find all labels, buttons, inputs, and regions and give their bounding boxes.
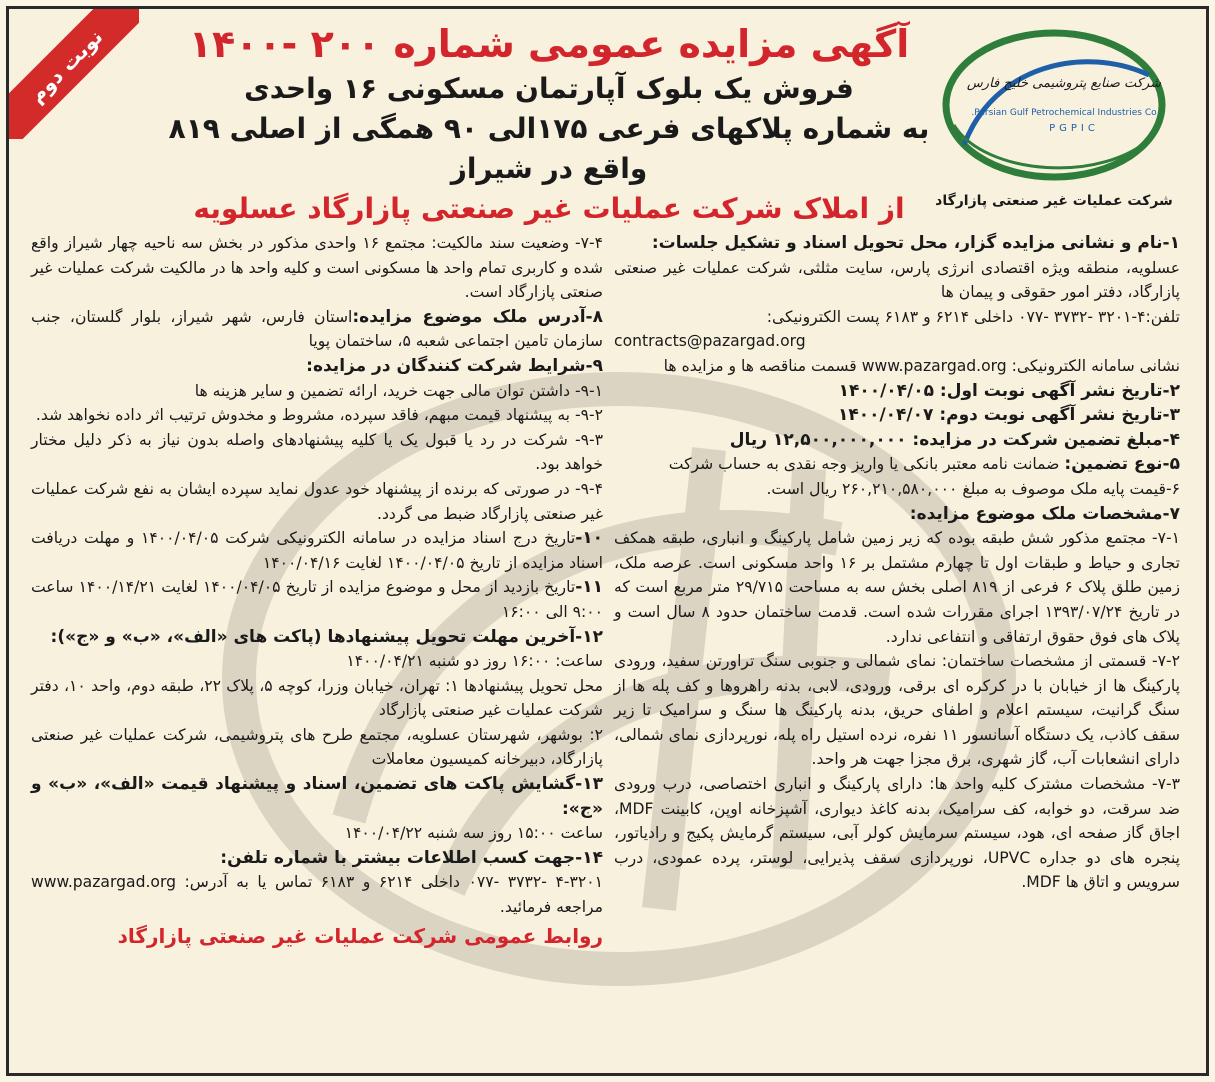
logo-abbr: PGPIC — [1049, 123, 1099, 134]
section-13-title: ۱۳-گشایش پاکت های تضمین، اسناد و پیشنهاد قیمت «الف»، «ب» و «ج»: — [31, 774, 603, 819]
section-8 — [31, 305, 603, 354]
section-9-2: ۹-۲- به پیشنهاد قیمت مبهم، فاقد سپرده، مشروط و مخدوش ترتیب اثر داده نخواهد شد. — [35, 406, 603, 425]
logo-name-en: Persian Gulf Petrochemical Industries Co. — [971, 108, 1157, 118]
public-relations-signature: روابط عمومی شرکت عملیات غیر صنعتی پازارگاد — [117, 923, 603, 948]
second-publication-ribbon — [9, 9, 139, 139]
section-8-title: ۸-آدرس ملک موضوع مزایده: — [352, 306, 604, 327]
section-1-email — [614, 329, 1180, 354]
section-14-title: ۱۴-جهت کسب اطلاعات بیشتر با شماره تلفن: — [220, 847, 603, 868]
notice-plots: به شماره پلاکهای فرعی ۱۷۵الی ۹۰ همگی از اصلی ۸۱۹ واقع در شیراز — [168, 112, 930, 185]
section-8-text: استان فارس، شهر شیراز، بلوار گلستان، جنب سازمان تامین اجتماعی شعبه ۵، ساختمان پویا — [31, 307, 603, 351]
section-12-title: ۱۲-آخرین مهلت تحویل پیشنهادها (پاکت های «الف»، «ب» و «ج»): — [50, 626, 603, 647]
section-7-1: ۷-۱- مجتمع مذکور شش طبقه بوده که زیر زمین شامل پارکینگ و انباری، طبقه همکف تجاری و حیاط و طبقات اول تا چهارم مشتمل بر ۱۶ واحد مسکونی است. عرصه ملک، زمین طلق پلاک ۶ فرعی از ۸۱۹ اصلی بخش سه به مساحت ۲۹/۷۱۵ متر مربع است که در تاریخ ۱۳۹۳/۰۷/۲۴ اجرای مقررات شده است. قدمت ساختمان حدود ۸ سال است و پلاک های فوق حقوق ارتفاقی و انتفاعی ندارد. — [614, 529, 1181, 646]
section-10-text: تاریخ درج اسناد مزایده در سامانه الکترونیکی شرکت ۱۴۰۰/۰۴/۰۵ و مهلت دریافت اسناد مزایده از تاریخ ۱۴۰۰/۰۴/۰۵ لغایت ۱۴۰۰/۰۴/۱۶ — [31, 529, 603, 572]
company-logo — [924, 25, 1184, 225]
section-9-4: ۹-۴- در صورتی که برنده از پیشنهاد خود عدول نماید سپرده ایشان به نفع شرکت عملیات غیر صنعتی پازارگاد ضبط می گردد. — [31, 479, 603, 523]
logo-name-fa: شرکت صنایع پتروشیمی خلیج فارس — [966, 76, 1162, 91]
notice-title: آگهی مزایده عمومی شماره ۲۰۰ -۱۴۰۰ — [188, 22, 910, 66]
notice-header — [159, 19, 939, 229]
pgpic-logo-icon — [934, 25, 1174, 185]
left-column — [31, 231, 603, 948]
section-1-site: نشانی سامانه الکترونیکی: www.pazargad.org قسمت مناقصه ها و مزایده ها — [663, 356, 1180, 375]
section-7-2: ۷-۲- قسمتی از مشخصات ساختمان: نمای شمالی و جنوبی سنگ تراورتن سفید، ورودی پارکینگ ها از خیابان با در کرکره ای برقی، ورودی، لابی، بدنه راهروها و کف پله ها از سنگ گرانیت، سیستم اعلام و اطفای حریق، بدنه پارکینگ ها سنگ و سرامیک تا زیر سقف کاذب، یک دستگاه آسانسور ۱۱ نفره، نرده استیل راه پله، نورپردازی نمای شمالی، دارای انشعابات آب، گاز شهری، برق مجزا جهت هر واحد. — [614, 652, 1181, 769]
section-9-3: ۹-۳- شرکت در رد یا قبول یک یا کلیه پیشنهادهای واصله بدون نیاز به ذکر دلیل مختار خواهد بود. — [31, 430, 603, 474]
section-3: ۳-تاریخ نشر آگهی نوبت دوم: ۱۴۰۰/۰۴/۰۷ — [837, 405, 1180, 426]
section-13-time: ساعت ۱۵:۰۰ روز سه شنبه ۱۴۰۰/۰۴/۲۲ — [344, 824, 603, 843]
notice-frame — [6, 6, 1209, 1076]
section-7-3: ۷-۳- مشخصات مشترک کلیه واحد ها: دارای پارکینگ و انباری اختصاصی، درب ورودی ضد سرقت، دو خوابه، کف سرامیک، بدنه کاغذ دیواری، آشپزخانه اوپن، کابینت MDF، اجاق گاز صفحه ای، هود، سیستم سرمایش کولر آبی، سیستم گرمایش پکیج و رادیاتور، پنجره های دو جداره UPVC، نورپردازی سقف پذیرایی، لوستر، پرده عمودی، درب سرویس و اتاق ها MDF. — [614, 775, 1180, 892]
section-6: ۶-قیمت پایه ملک موصوف به مبلغ ۲۶۰,۲۱۰,۵۸۰,۰۰۰ ریال است. — [766, 479, 1180, 498]
section-1-phone: تلفن:۴-۳۲۰۱ -۳۷۳۲ -۰۷۷ داخلی ۶۲۱۴ و ۶۱۸۳ پست الکترونیکی: — [766, 307, 1180, 326]
section-10-title: ۱۰- — [575, 528, 604, 549]
section-12-time: ساعت: ۱۶:۰۰ روز دو شنبه ۱۴۰۰/۰۴/۲۱ — [346, 652, 603, 671]
section-7-title: ۷-مشخصات ملک موضوع مزایده: — [909, 503, 1180, 524]
section-9-1: ۹-۱- داشتن توان مالی جهت خرید، ارائه تضمین و سایر هزینه ها — [194, 381, 603, 400]
notice-subtitle: فروش یک بلوک آپارتمان مسکونی ۱۶ واحدی — [244, 72, 854, 105]
right-column — [614, 231, 1180, 895]
section-1-title: ۱-نام و نشانی مزایده گزار، محل تحویل اسناد و تشکیل جلسات: — [651, 233, 1180, 253]
section-10 — [31, 526, 603, 575]
section-5-title: ۵-نوع تضمین: — [1064, 454, 1180, 475]
section-1-text: عسلویه، منطقه ویژه اقتصادی انرژی پارس، سایت مثلثی، شرکت عملیات غیر صنعتی پازارگاد، دفتر امور حقوقی و پیمان ها — [614, 258, 1180, 302]
logo-caption: شرکت عملیات غیر صنعتی پازارگاد — [935, 193, 1173, 209]
section-7-4: ۷-۴- وضعیت سند مالکیت: مجتمع ۱۶ واحدی مذکور در بخش سه ناحیه چهار شیراز واقع شده و کاربری تمام واحد ها مسکونی است و کلیه واحد ها در مالکیت شرکت عملیات غیر صنعتی پازارگاد است. — [31, 234, 604, 302]
section-4: ۴-مبلغ تضمین شرکت در مزایده: ۱۲,۵۰۰,۰۰۰,۰۰۰ ریال — [729, 429, 1180, 450]
section-9-title: ۹-شرایط شرکت کنندگان در مزایده: — [306, 355, 603, 376]
section-11 — [31, 575, 603, 624]
email-link[interactable]: contracts@pazargad.org — [614, 332, 806, 351]
section-5-text: ضمانت نامه معتبر بانکی یا واریز وجه نقدی به حساب شرکت — [668, 455, 1060, 474]
section-2: ۲-تاریخ نشر آگهی نوبت اول: ۱۴۰۰/۰۴/۰۵ — [838, 380, 1180, 401]
notice-owner: از املاک شرکت عملیات غیر صنعتی پازارگاد عسلویه — [193, 192, 905, 225]
section-11-text: تاریخ بازدید از محل و موضوع مزایده از تاریخ ۱۴۰۰/۰۴/۰۵ لغایت ۱۴۰۰/۱۴/۲۱ ساعت ۹:۰۰ الی ۱۶:۰۰ — [31, 578, 603, 621]
section-12-location-2: ۲: بوشهر، شهرستان عسلویه، مجتمع طرح های پتروشیمی، شرکت عملیات غیر صنعتی پازارگاد، دبیرخانه کمیسیون معاملات — [31, 725, 603, 769]
ribbon-label: نوبت دوم — [9, 9, 139, 139]
section-11-title: ۱۱- — [575, 577, 604, 598]
section-14-text: ۴-۳۲۰۱ -۳۷۳۲ -۰۷۷ داخلی ۶۲۱۴ و ۶۱۸۳ تماس یا به آدرس: www.pazargad.org مراجعه فرمائید. — [31, 873, 603, 917]
section-12-location-1: محل تحویل پیشنهادها ۱: تهران، خیابان وزرا، کوچه ۵، پلاک ۲۲، طبقه دوم، واحد ۱۰، دفتر شرکت عملیات غیر صنعتی پازارگاد — [31, 676, 604, 720]
section-5 — [614, 452, 1180, 477]
